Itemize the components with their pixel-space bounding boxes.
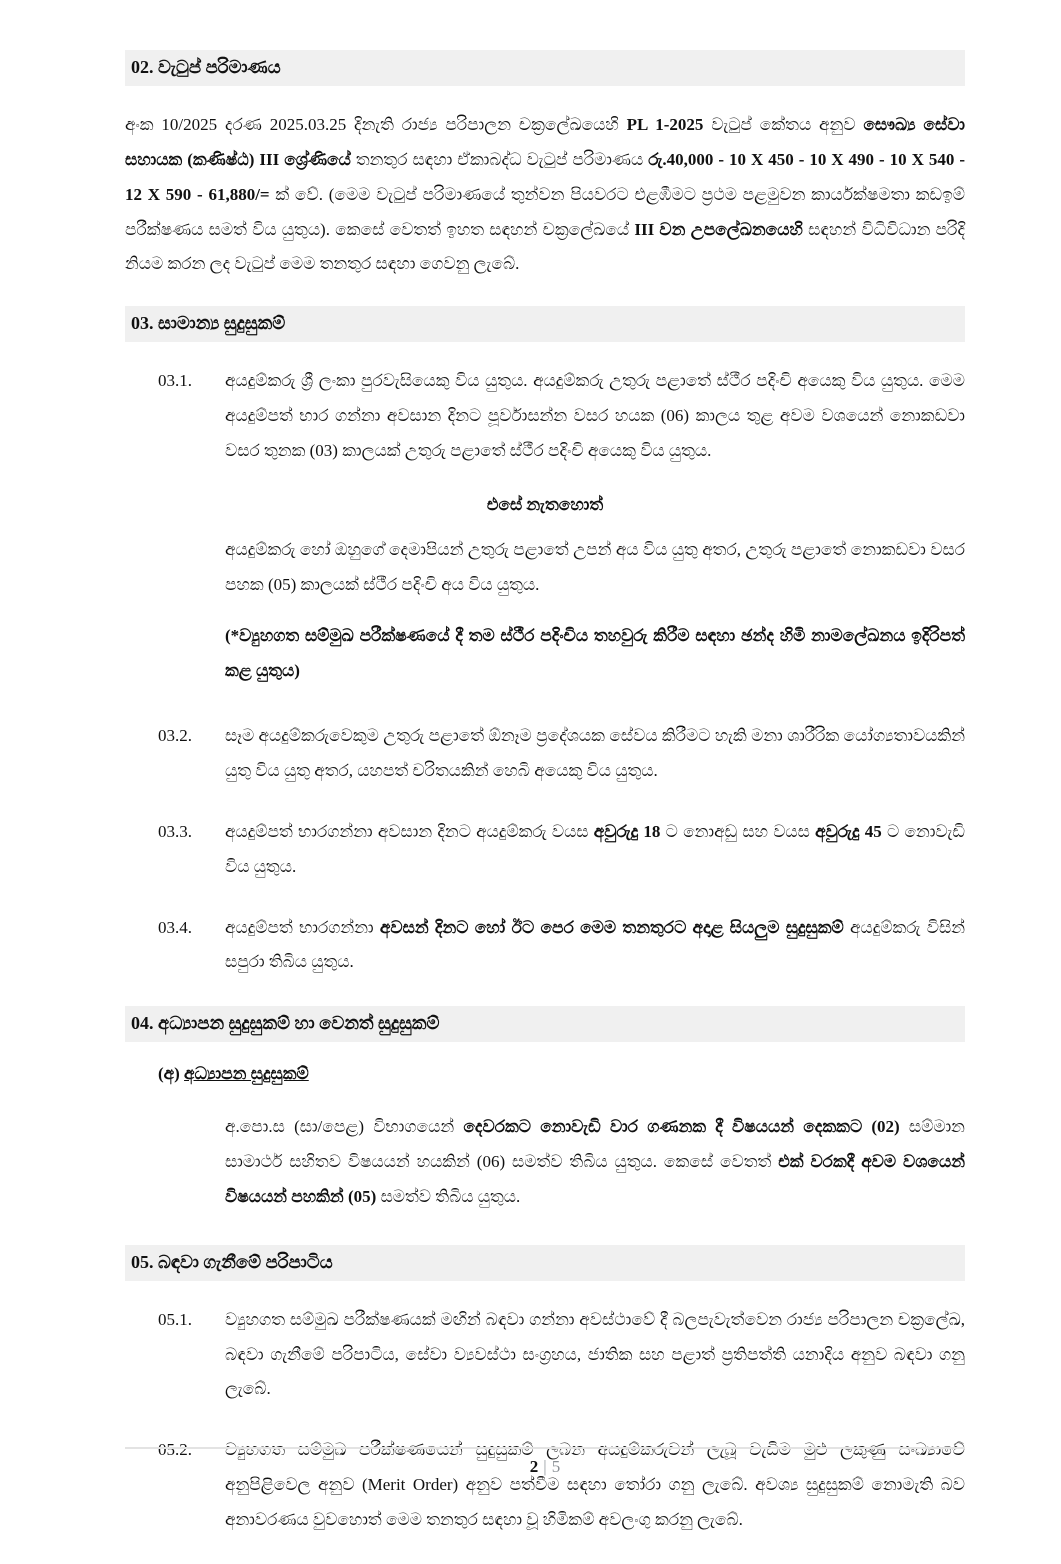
text-run: වැටුප් කේතය අනුව <box>703 115 864 134</box>
residency-note: (*ව්‍යුහගත සම්මුඛ පරීක්ෂණයේ දී තම ස්ථීර පදිංචිය තහවුරු කිරීම සඳහා ඡන්ද හිමි නාමලේඛනය ඉදිරිපත් කළ යුතුය) <box>225 626 965 681</box>
education-subheading <box>158 1064 965 1084</box>
schedule-reference: III වන උපලේඛනයෙහි <box>634 219 803 239</box>
subheading-prefix: (අ) <box>158 1064 185 1084</box>
clause-03-3 <box>125 815 965 885</box>
text-run: අයදුම්පත් භාරගන්නා අවසාන දිනට අයදුම්කරු වයස <box>225 821 594 841</box>
deadline-emphasis: අවසන් දිනට හෝ ඊට පෙර මෙම තනතුරට අදාළ සියලුම සුදුසුකම් <box>379 917 844 937</box>
clause-05-1 <box>125 1303 965 1408</box>
post-title: සෞඛ්‍ය සේවා සහායක (කණිෂ්ඨ) III ශ්‍රේණියේ <box>125 115 966 169</box>
max-age: අවුරුදු 45 <box>815 821 882 841</box>
section-05-heading: 05. බඳවා ගැනීමේ පරිපාටිය <box>125 1245 965 1281</box>
total-page-number: 5 <box>551 1457 561 1476</box>
text-run: සම්මාන සාමාර්ථ සහිතව විෂයයන් හයකින් (06) සමත්ව තිබිය යුතුය. කෙසේ වෙතත් <box>225 1117 965 1172</box>
min-age: අවුරුදු 18 <box>593 821 661 841</box>
salary-scale-figures: රු.40,000 - 10 X 450 - 10 X 490 - 10 X 540 - 12 X 590 - 61,880/= <box>125 149 966 204</box>
section-04-heading: 04. අධ්‍යාපන සුදුසුකම් හා වෙනත් සුදුසුකම් <box>125 1006 965 1042</box>
subheading-title: අධ්‍යාපන සුදුසුකම් <box>184 1064 309 1084</box>
text-run: ට නොවැඩි විය යුතුය. <box>225 821 965 876</box>
text-run: ක් වේ. (මෙම වැටුප් පරිමාණයේ තුන්වන පියවරට එළඹීමට ප්‍රථම පළමුවන කාර්යක්ෂමතා කඩඉම් පරීක්ෂණය සමත් විය යුතුය). කෙසේ වෙතත් ඉහත සඳහන් චක්‍රලේඛයේ <box>125 184 965 239</box>
salary-scale-paragraph <box>125 108 965 282</box>
text-run: සමත්ව තිබිය යුතුය. <box>376 1186 521 1206</box>
clause-number: 03.4. <box>158 917 192 937</box>
text-run: අයදුම්පත් භාරගන්නා <box>225 917 380 937</box>
document-page <box>125 50 965 1564</box>
clause-number: 03.1. <box>158 371 192 391</box>
clause-text: අයදුම්කරු ශ්‍රී ලංකා පුරවැසියෙකු විය යුතුය. අයදුම්කරු උතුරු පළාතේ ස්ථීර පදිංචි අයෙකු විය යුතුය. මෙම අයදුම්පත් භාර ගන්නා අවසාන දිනට පූර්වාසන්න වසර හයක (06) කාලය තුළ අවම වශයෙන් නොකඩවා වසර තුනක (03) කාලයක් උතුරු පළාතේ ස්ථීර පදිංචි අයෙකු විය යුතුය. <box>225 371 965 460</box>
section-02-heading: 02. වැටුප් පරිමාණය <box>125 50 965 86</box>
text-run: අ.පො.ස (සා/පෙළ) විභාගයෙන් <box>225 1117 464 1137</box>
clause-text: සෑම අයදුම්කරුවෙකුම උතුරු පළාතේ ඕනෑම ප්‍රදේශයක සේවය කිරීමට හැකි මනා ශාරීරික යෝග්‍යතාවයකින් යුතු විය යුතු අතර, යහපත් චරිතයකින් හෙබි අයෙකු විය යුතුය. <box>225 726 965 780</box>
salary-code: PL 1-2025 <box>626 115 704 134</box>
clause-text: ව්‍යුහගත සම්මුඛ පරීක්ෂණයෙන් සුදුසුකම් ලබන අයදුම්කරුවන් ලැබූ වැඩිම මුළු ලකුණු සංඛ්‍යාවේ අනුපිළිවෙල අනුව (Merit Order) අනුව පත්වීම සඳහා තෝරා ගනු ලැබේ. අවශ්‍ය සුදුසුකම් නොමැති බව අනාවරණය වුවහොත් මෙම තනතුර සඳහා වූ හිමිකම් අවලංගු කරනු ලැබේ. <box>225 1440 965 1529</box>
page-footer <box>125 1447 965 1477</box>
text-run: සඳහන් විධිවිධාන පරිදි නියම කරන ලද වැටුප් මෙම තනතුර සඳහා ගෙවනු ලැබේ. <box>125 219 965 274</box>
text-run: අයදුම්කරු විසින් සපුරා තිබිය යුතුය. <box>225 917 965 972</box>
section-03-heading: 03. සාමාන්‍ය සුදුසුකම් <box>125 306 965 342</box>
clause-number: 05.2. <box>158 1440 192 1460</box>
clause-number: 05.1. <box>158 1309 192 1329</box>
page-number-separator: | <box>543 1457 547 1476</box>
otherwise-paragraph: අයදුම්කරු හෝ ඔහුගේ දෙමාපියන් උතුරු පළාතේ උපන් අය විය යුතු අතර, උතුරු පළාතේ නොකඩවා වසර පහක (05) කාලයක් ස්ථීර පදිංචි අය විය යුතුය. <box>225 539 965 594</box>
text-run: අංක 10/2025 දරණ 2025.03.25 දිනැති රාජ්‍ය පරිපාලන චක්‍රලේඛයෙහි <box>125 115 627 134</box>
text-run: තනතුර සඳහා ඒකාබද්ධ වැටුප් පරිමාණය <box>350 149 649 169</box>
clause-text <box>225 911 965 981</box>
clause-number: 03.3. <box>158 821 192 841</box>
clause-03-2 <box>125 719 965 789</box>
clause-text: ව්‍යුහගත සම්මුඛ පරීක්ෂණයක් මඟින් බඳවා ගන්නා අවස්ථාවේ දී බලපැවැත්වෙන රාජ්‍ය පරිපාලන චක්‍රලේඛ, බඳවා ගැනීමේ පරිපාටිය, සේවා ව්‍යවස්ථා සංග්‍රහය, ජාතික සහ පළාත් ප්‍රතිපත්ති යනාදිය අනුව බඳවා ගනු ලැබේ. <box>225 1309 965 1399</box>
clause-03-1 <box>125 364 965 469</box>
education-paragraph <box>225 1110 965 1215</box>
exam-requirement-1: දෙවරකට නොවැඩි වාර ගණනක දී විෂයයන් දෙකකට (02) <box>463 1117 900 1137</box>
clause-03-4 <box>125 911 965 981</box>
text-run: ට නොඅඩු සහ වයස <box>660 821 816 841</box>
clause-number: 03.2. <box>158 726 192 746</box>
exam-requirement-2: එක් වරකදී අවම වශයෙන් විෂයයන් පහකින් (05) <box>225 1152 965 1206</box>
clause-text <box>225 815 965 885</box>
otherwise-subheading: එසේ නැතහොත් <box>486 494 604 514</box>
current-page-number: 2 <box>529 1457 539 1476</box>
